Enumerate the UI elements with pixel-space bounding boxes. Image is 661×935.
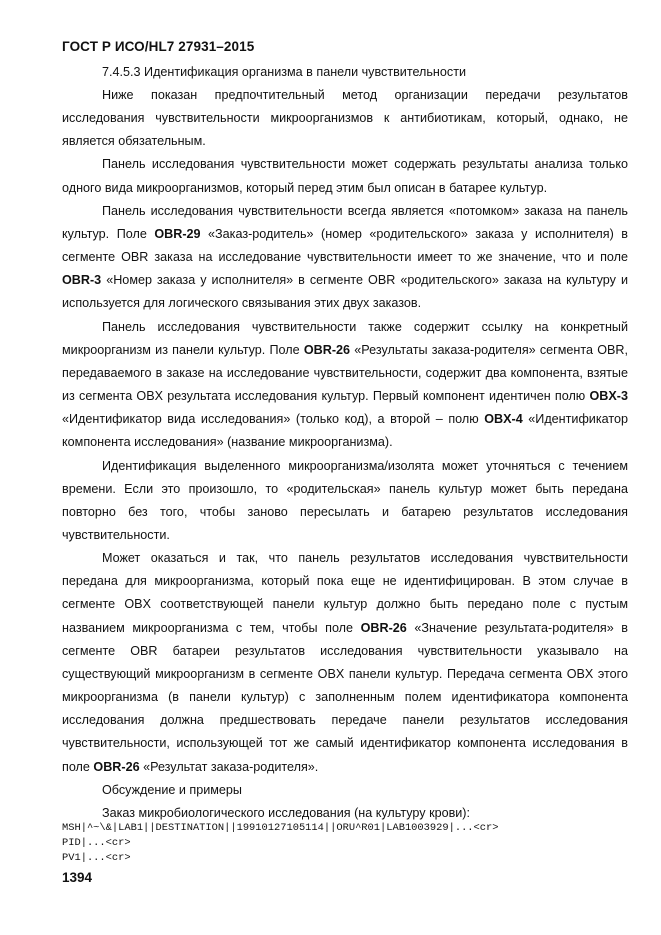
paragraph-text: «Значение результата-родителя» в сегменте OBR батареи результатов исследования чувствительности указывало на существующий микроорганизм в сегменте OBX панели культур. Передача сегмента OBX этого микроорганизма (в панели культур) с заполненным полем идентификатора компонента исследования должна предшествовать передаче панели результатов исследования чувствительности, использующей тот же самый идентификатор компонента исследования в поле	[62, 620, 628, 774]
paragraph-text: «Идентификатор вида исследования» (только код), а второй – полю	[62, 412, 485, 427]
paragraph-single-organism: Панель исследования чувствительности может содержать результаты анализа только одного вида микроорганизмов, который перед этим был описан в батарее культур.	[62, 157, 628, 195]
section-title: 7.4.5.3 Идентификация организма в панели чувствительности	[102, 65, 466, 79]
code-line-pid: PID|...<cr>	[62, 837, 131, 849]
example-title: Заказ микробиологического исследования (на культуру крови):	[102, 805, 471, 820]
paragraph-text: «Результаты заказа-родителя» сегмента OBR, передаваемого в заказе на исследование чувствительности, содержит два компонента, взятые из сегмента OBX результата исследования культур. Первый компонент идентичен полю	[62, 342, 629, 404]
paragraph-text: «Заказ-родитель» (номер «родительского» заказа у исполнителя) в сегменте OBR заказа на исследование чувствительности имеет то же значение, что и поле	[62, 226, 628, 265]
standard-header: ГОСТ Р ИСО/HL7 27931–2015	[62, 39, 255, 54]
paragraph-text: Может оказаться и так, что панель результатов исследования чувствительности передана для микроорганизма, который пока еще не идентифицирован. В этом случае в сегменте OBX соответствующей панели культур должно быть передано поле с пустым названием микроорганизма с тем, чтобы поле	[62, 551, 628, 635]
field-ref-obr-29: OBR-29	[154, 226, 201, 241]
discussion-heading: Обсуждение и примеры	[102, 782, 242, 797]
field-ref-obr-26: OBR-26	[303, 342, 351, 357]
hl7-message-example	[62, 821, 498, 866]
paragraph-text: «Идентификатор компонента исследования» (название микроорганизма).	[62, 412, 628, 450]
field-ref-obr-26: OBR-26	[93, 759, 140, 774]
paragraph-text: «Результат заказа-родителя».	[139, 759, 319, 774]
paragraph-parent-order	[62, 200, 628, 316]
paragraph-organism-reference	[62, 316, 628, 455]
paragraph-text: Панель исследования чувствительности всегда является «потомком» заказа на панель культур. Поле	[62, 203, 628, 241]
field-ref-obx-4: OBX-4	[484, 412, 523, 427]
paragraph-isolate-identification: Идентификация выделенного микроорганизма/изолята может уточняться с течением времени. Если это произошло, то «родительская» панель культур может быть передана повторно без того, чтобы заново пересылать и батарею результатов исследования чувствительности.	[62, 458, 628, 542]
paragraph-preferred-method: Ниже показан предпочтительный метод организации передачи результатов исследования чувствительности микроорганизмов к антибиотикам, который, однако, не является обязательным.	[62, 88, 628, 149]
code-line-msh: MSH|^~\&|LAB1||DESTINATION||19910127105114||ORU^R01|LAB1003929|...<cr>	[62, 822, 499, 834]
paragraph-unidentified-organism	[62, 547, 628, 779]
field-ref-obr-3: OBR-3	[62, 273, 102, 288]
field-ref-obx-3: OBX-3	[589, 389, 628, 404]
paragraph-text: Панель исследования чувствительности также содержит ссылку на конкретный микроорганизм из панели культур. Поле	[62, 319, 628, 357]
document-body	[62, 61, 628, 825]
page-number: 1394	[62, 870, 93, 885]
code-line-pv1: PV1|...<cr>	[62, 852, 131, 864]
field-ref-obr-26: OBR-26	[360, 620, 407, 635]
paragraph-text: «Номер заказа у исполнителя» в сегменте OBR «родительского» заказа на культуру и используется для логического связывания этих двух заказов.	[62, 273, 628, 311]
